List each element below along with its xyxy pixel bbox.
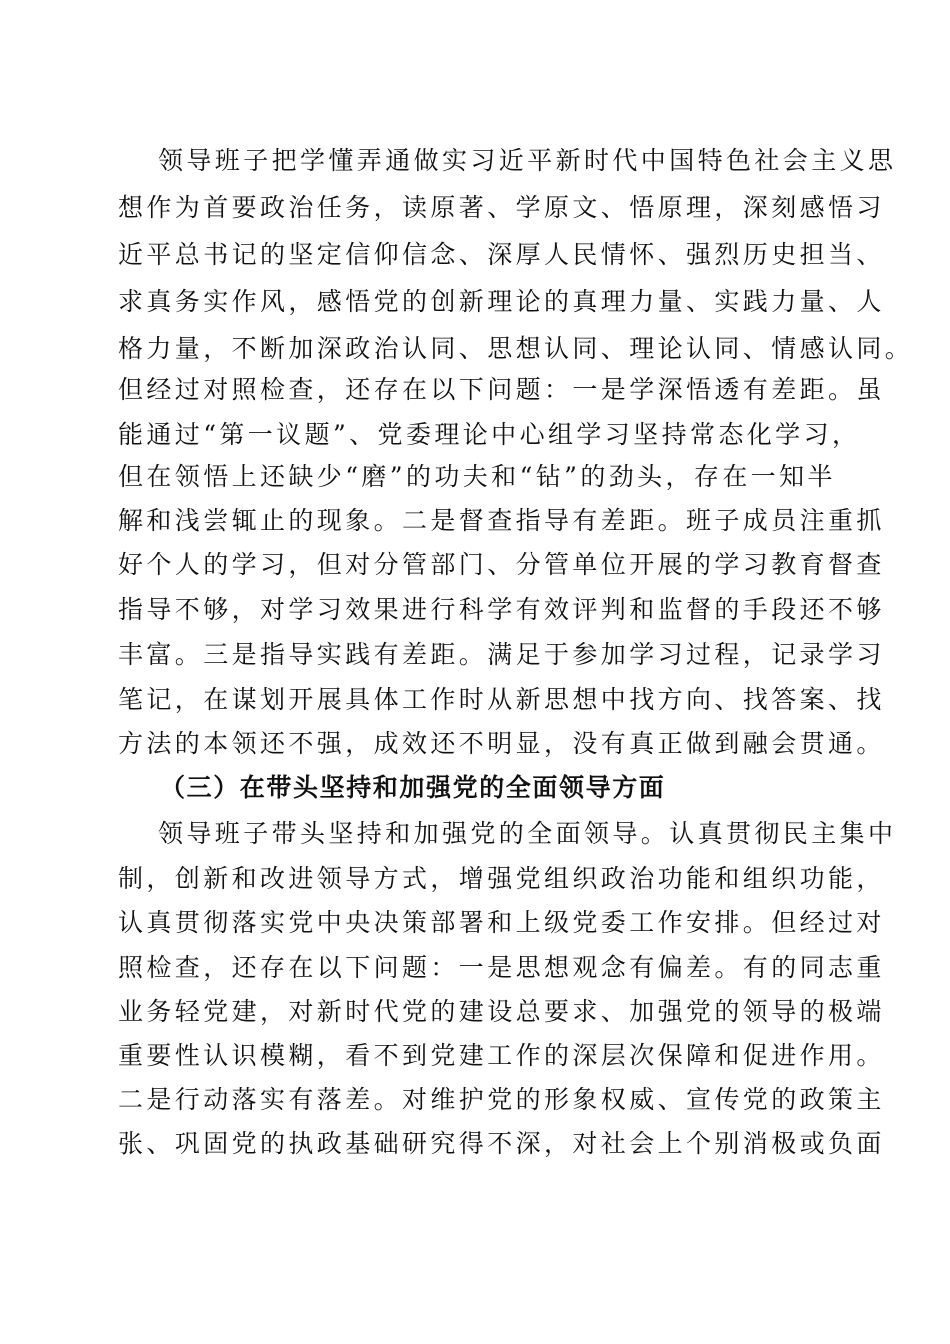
paragraph-2-line-6: 重要性认识模糊，看不到党建工作的深层次保障和促进作用。: [118, 1041, 885, 1070]
paragraph-1-line-4: 求真务实作风，感悟党的创新理论的真理力量、实践力量、人: [118, 287, 885, 316]
paragraph-2-line-5: 业务轻党建，对新时代党的建设总要求、加强党的领导的极端: [118, 997, 885, 1026]
paragraph-2-line-3: 认真贯彻落实党中央决策部署和上级党委工作安排。但经过对: [118, 908, 885, 937]
paragraph-1-line-6: 但经过对照检查，还存在以下问题：一是学深悟透有差距。虽: [118, 375, 885, 404]
paragraph-2-line-8: 张、巩固党的执政基础研究得不深，对社会上个别消极或负面: [118, 1129, 885, 1158]
paragraph-1-line-8: 但在领悟上还缺少“磨”的功夫和“钻”的劲头，存在一知半: [118, 462, 836, 491]
paragraph-2-line-1: 领导班子带头坚持和加强党的全面领导。认真贯彻民主集中: [158, 819, 897, 848]
paragraph-1-line-11: 指导不够，对学习效果进行科学有效评判和监督的手段还不够: [118, 595, 885, 624]
paragraph-1-line-2: 想作为首要政治任务，读原著、学原文、悟原理，深刻感悟习: [118, 193, 885, 222]
paragraph-1-line-5: 格力量，不断加深政治认同、思想认同、理论认同、情感认同。: [118, 334, 914, 363]
paragraph-2-line-2: 制，创新和改进领导方式，增强党组织政治功能和组织功能，: [118, 864, 885, 893]
paragraph-1-line-12: 丰富。三是指导实践有差距。满足于参加学习过程，记录学习: [118, 640, 885, 669]
paragraph-2-line-7: 二是行动落实有落差。对维护党的形象权威、宣传党的政策主: [118, 1085, 885, 1114]
paragraph-1-line-7: 能通过“第一议题”、党委理论中心组学习坚持常态化学习，: [118, 420, 861, 449]
paragraph-1-line-13: 笔记，在谋划开展具体工作时从新思想中找方向、找答案、找: [118, 685, 885, 714]
paragraph-1-line-3: 近平总书记的坚定信仰信念、深厚人民情怀、强烈历史担当、: [118, 240, 885, 269]
paragraph-1-line-14: 方法的本领还不强，成效还不明显，没有真正做到融会贯通。: [118, 729, 885, 758]
paragraph-1-line-9: 解和浅尝辄止的现象。二是督查指导有差距。班子成员注重抓: [118, 506, 885, 535]
paragraph-2-line-4: 照检查，还存在以下问题：一是思想观念有偏差。有的同志重: [118, 953, 885, 982]
section-heading: （三）在带头坚持和加强党的全面领导方面: [160, 773, 666, 802]
paragraph-1-line-10: 好个人的学习，但对分管部门、分管单位开展的学习教育督查: [118, 550, 885, 579]
paragraph-1-line-1: 领导班子把学懂弄通做实习近平新时代中国特色社会主义思: [158, 146, 897, 175]
